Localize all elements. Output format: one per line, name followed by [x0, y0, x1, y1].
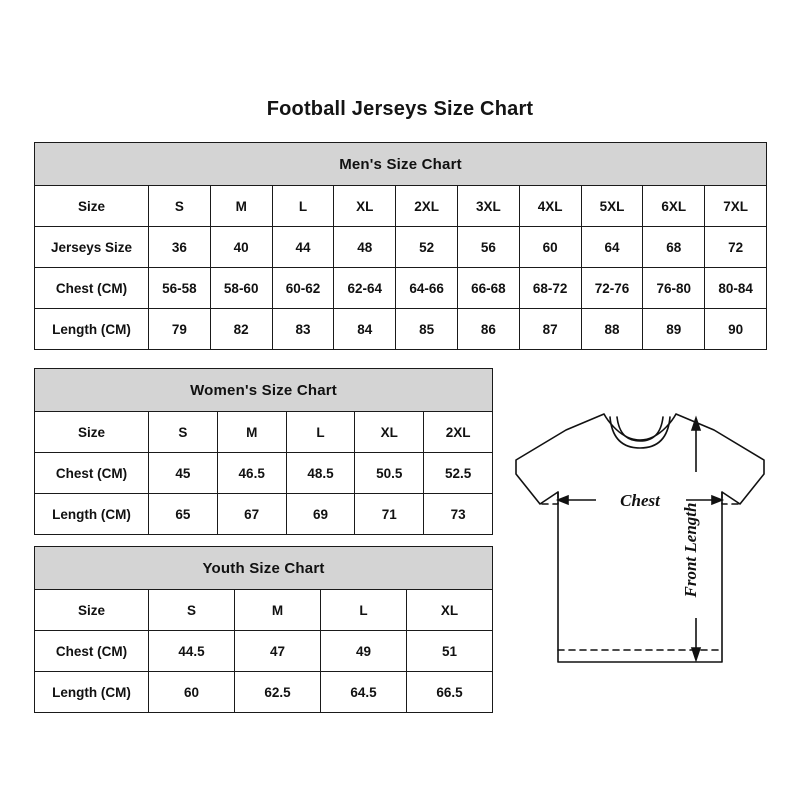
row-label: Length (CM): [35, 672, 149, 713]
table-row: [35, 494, 493, 535]
cell: 87: [519, 309, 581, 350]
table-row: [35, 453, 493, 494]
cell: 89: [643, 309, 705, 350]
front-length-label: Front Length: [681, 502, 700, 598]
cell: 60: [149, 672, 235, 713]
cell: 6XL: [643, 186, 705, 227]
cell: 72-76: [581, 268, 643, 309]
cell: 47: [235, 631, 321, 672]
cell: 44.5: [149, 631, 235, 672]
cell: 84: [334, 309, 396, 350]
womens-size-table-container: [34, 368, 492, 535]
youth-size-table: [34, 546, 493, 713]
cell: L: [272, 186, 334, 227]
collar-line-2: [617, 417, 663, 441]
cell: 82: [210, 309, 272, 350]
row-label: Chest (CM): [35, 453, 149, 494]
cell: 48.5: [286, 453, 355, 494]
cell: 2XL: [396, 186, 458, 227]
cell: 69: [286, 494, 355, 535]
cell: 50.5: [355, 453, 424, 494]
cell: 7XL: [705, 186, 767, 227]
row-label: Jerseys Size: [35, 227, 149, 268]
cell: 73: [424, 494, 493, 535]
cell: 64-66: [396, 268, 458, 309]
cell: 65: [149, 494, 218, 535]
cell: M: [210, 186, 272, 227]
cell: 64.5: [321, 672, 407, 713]
cell: 86: [457, 309, 519, 350]
cell: 52.5: [424, 453, 493, 494]
youth-section-heading: Youth Size Chart: [35, 547, 493, 590]
mens-size-table-container: [34, 142, 766, 350]
womens-section-heading: Women's Size Chart: [35, 369, 493, 412]
table-header-row: [35, 369, 493, 412]
cell: 68-72: [519, 268, 581, 309]
cell: 58-60: [210, 268, 272, 309]
table-row: [35, 631, 493, 672]
page-title: Football Jerseys Size Chart: [266, 98, 534, 120]
chest-label: Chest: [620, 491, 660, 510]
mens-size-table: [34, 142, 767, 350]
cell: 83: [272, 309, 334, 350]
cell: 5XL: [581, 186, 643, 227]
cell: 36: [149, 227, 211, 268]
cell: XL: [407, 590, 493, 631]
cell: S: [149, 412, 218, 453]
cell: 60-62: [272, 268, 334, 309]
table-row: [35, 590, 493, 631]
cell: XL: [355, 412, 424, 453]
table-row: [35, 672, 493, 713]
cell: 49: [321, 631, 407, 672]
cell: 2XL: [424, 412, 493, 453]
cell: 80-84: [705, 268, 767, 309]
cell: M: [217, 412, 286, 453]
row-label: Chest (CM): [35, 268, 149, 309]
cell: 68: [643, 227, 705, 268]
table-row: [35, 412, 493, 453]
cell: 52: [396, 227, 458, 268]
womens-size-table: [34, 368, 493, 535]
cell: 40: [210, 227, 272, 268]
cell: 66-68: [457, 268, 519, 309]
tshirt-measurement-diagram: [500, 400, 780, 700]
cell: 66.5: [407, 672, 493, 713]
table-row: [35, 227, 767, 268]
cell: 62.5: [235, 672, 321, 713]
cell: 64: [581, 227, 643, 268]
cell: L: [321, 590, 407, 631]
cell: 72: [705, 227, 767, 268]
cell: 4XL: [519, 186, 581, 227]
cell: S: [149, 186, 211, 227]
row-label: Length (CM): [35, 494, 149, 535]
cell: S: [149, 590, 235, 631]
row-label: Chest (CM): [35, 631, 149, 672]
cell: 45: [149, 453, 218, 494]
table-row: [35, 309, 767, 350]
shirt-outline: [516, 414, 764, 662]
cell: 44: [272, 227, 334, 268]
cell: 76-80: [643, 268, 705, 309]
cell: 51: [407, 631, 493, 672]
cell: 60: [519, 227, 581, 268]
cell: M: [235, 590, 321, 631]
cell: 90: [705, 309, 767, 350]
cell: 3XL: [457, 186, 519, 227]
cell: L: [286, 412, 355, 453]
cell: 46.5: [217, 453, 286, 494]
cell: 48: [334, 227, 396, 268]
row-label: Length (CM): [35, 309, 149, 350]
cell: 67: [217, 494, 286, 535]
cell: 62-64: [334, 268, 396, 309]
row-label: Size: [35, 412, 149, 453]
table-row: [35, 186, 767, 227]
youth-size-table-container: [34, 546, 492, 713]
cell: 88: [581, 309, 643, 350]
row-label: Size: [35, 590, 149, 631]
cell: 85: [396, 309, 458, 350]
mens-section-heading: Men's Size Chart: [35, 143, 767, 186]
table-header-row: [35, 547, 493, 590]
table-row: [35, 268, 767, 309]
cell: 79: [149, 309, 211, 350]
table-header-row: [35, 143, 767, 186]
cell: 56-58: [149, 268, 211, 309]
cell: XL: [334, 186, 396, 227]
cell: 56: [457, 227, 519, 268]
cell: 71: [355, 494, 424, 535]
row-label: Size: [35, 186, 149, 227]
